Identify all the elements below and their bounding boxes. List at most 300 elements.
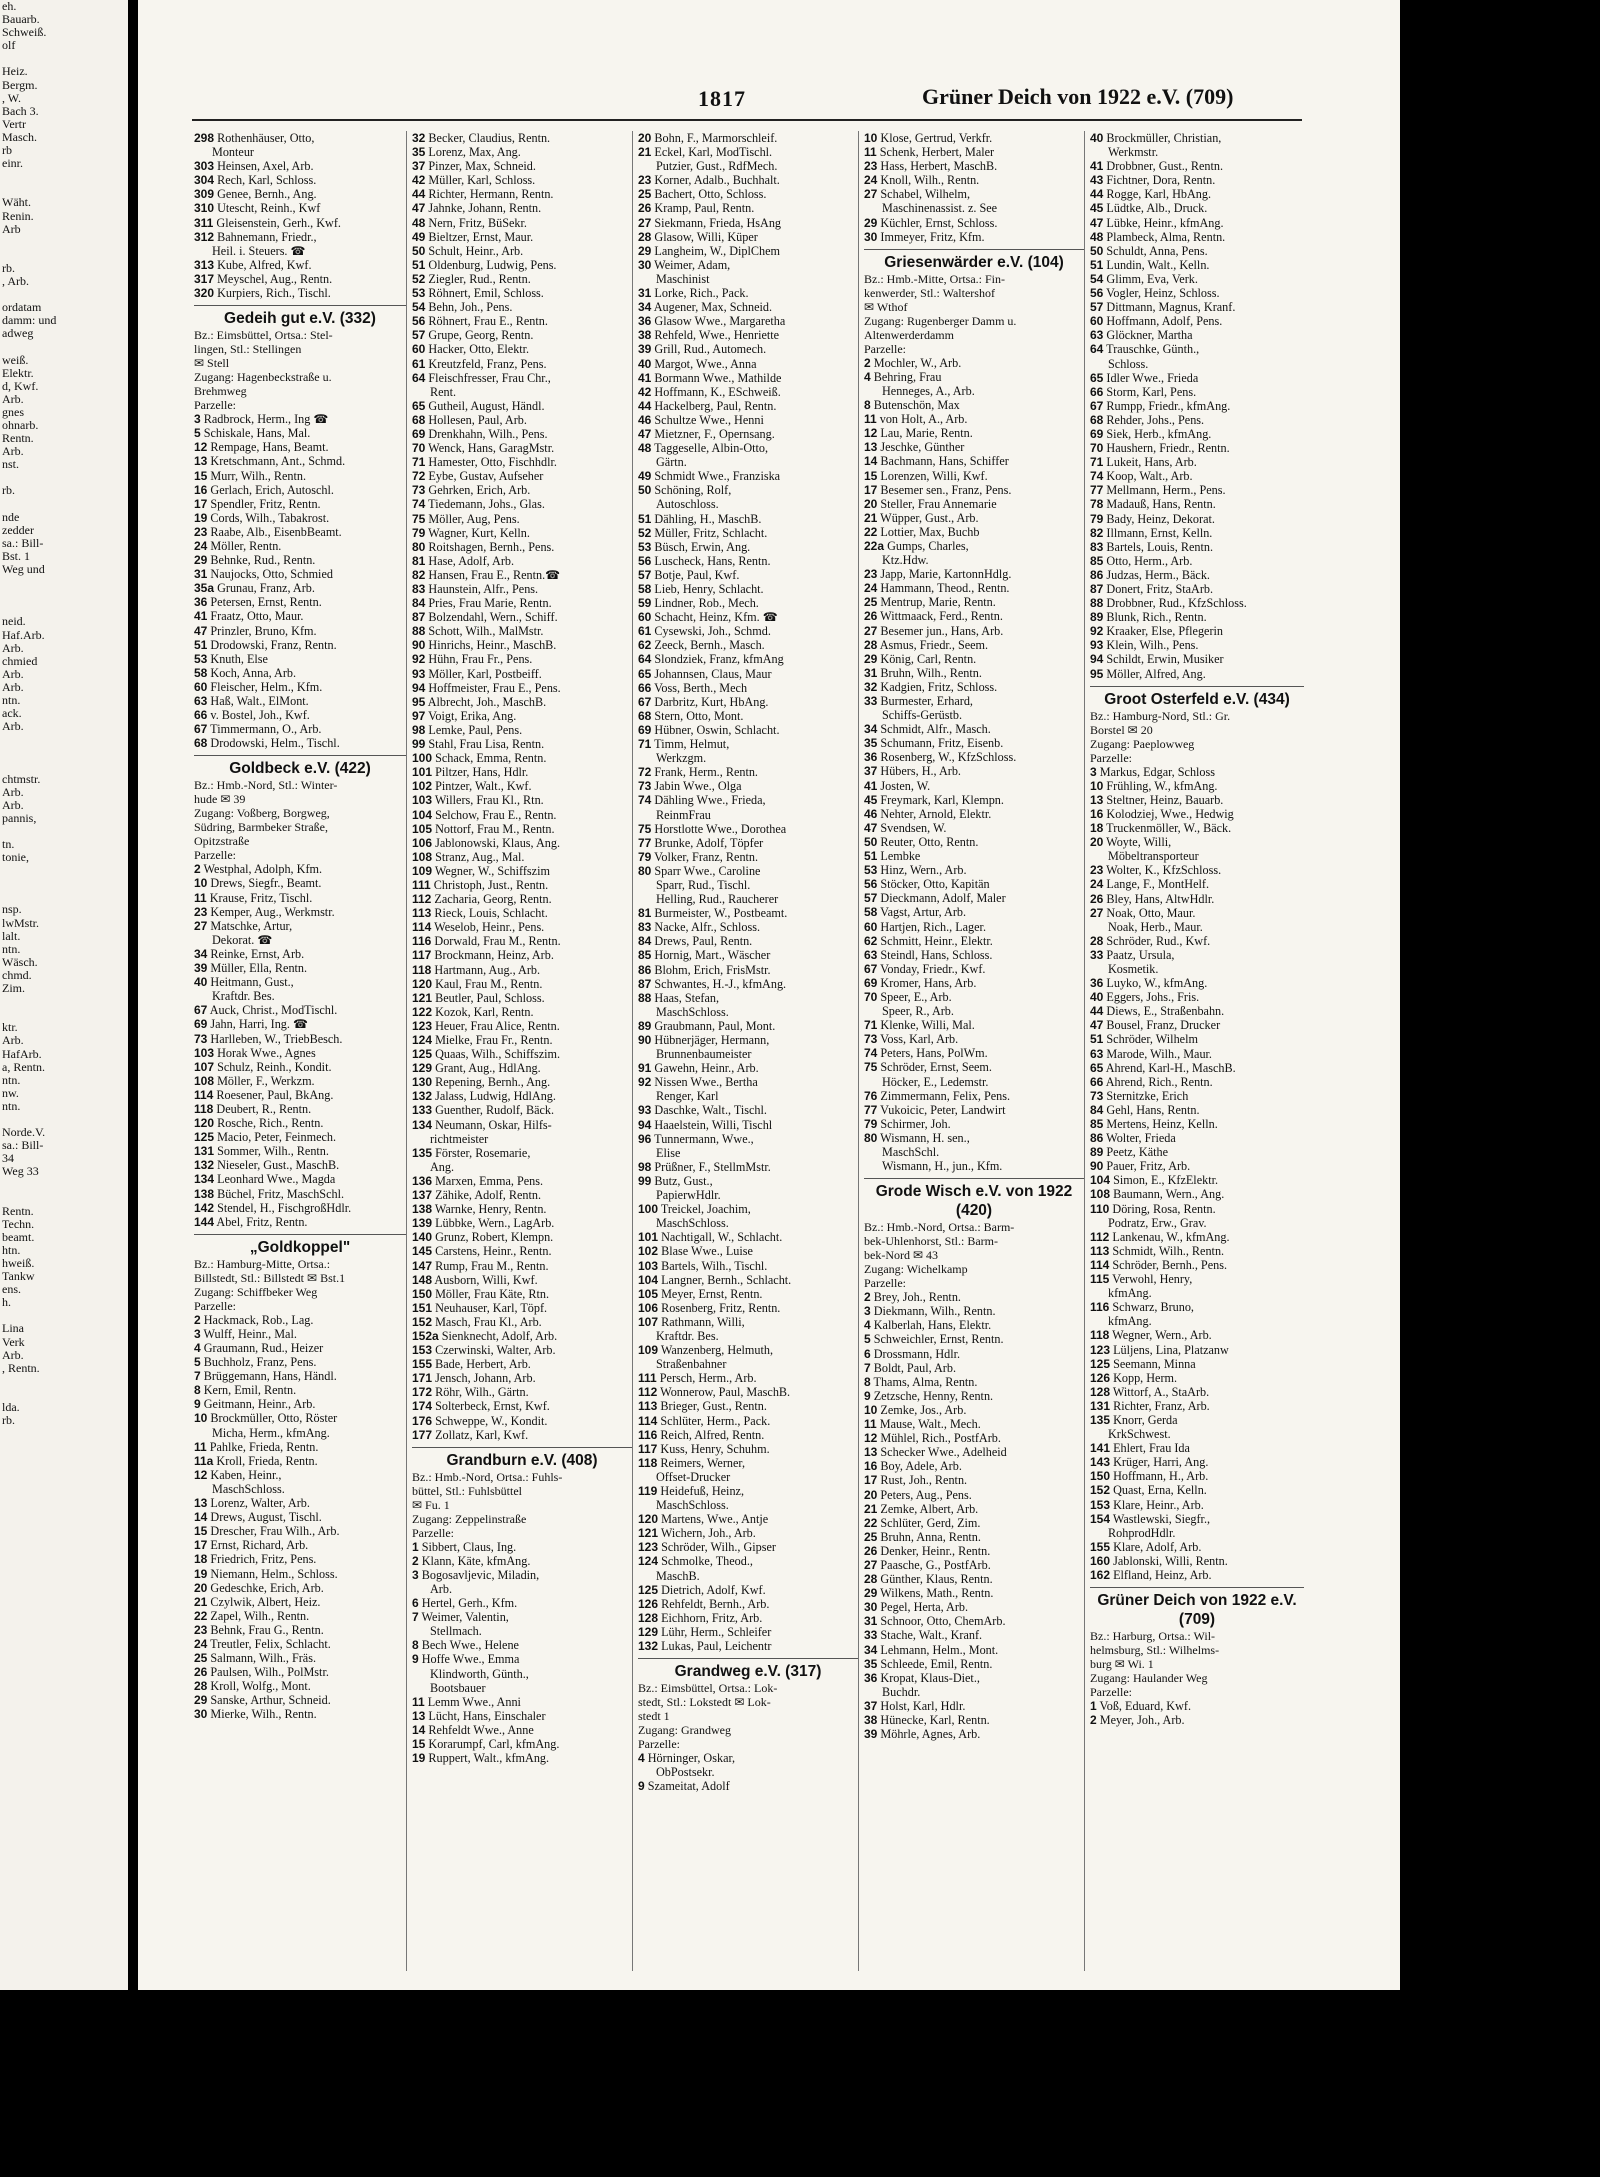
tenant-text: Gawehn, Heinr., Arb. (651, 1061, 759, 1076)
tenant-text: Hacker, Otto, Elektr. (425, 342, 530, 357)
plot-number: 69 (864, 975, 878, 990)
entry-continuation: Höcker, E., Ledemstr. (882, 1074, 989, 1089)
plot-entry (194, 1581, 406, 1595)
plot-number: 33 (864, 694, 878, 708)
tenant-text: Reimers, Werner, (657, 1455, 746, 1470)
plot-entry (638, 357, 858, 371)
tenant-text: Mentrup, Marie, Rentn. (877, 595, 996, 610)
strip-line: Arb. (2, 720, 24, 734)
plot-entry (1090, 1230, 1304, 1244)
plot-entry (638, 554, 858, 568)
association-info: bek-Uhlenhorst, Stl.: Barm- (864, 1234, 998, 1249)
plot-number: 38 (864, 1713, 878, 1727)
tenant-text: Schwarz, Bruno, (1109, 1300, 1194, 1315)
entry-continuation: Henneges, A., Arb. (882, 383, 975, 398)
tenant-text: Noak, Otto, Maur. (1103, 905, 1196, 920)
plot-number: 79 (638, 849, 652, 864)
strip-line (2, 1309, 128, 1322)
plot-number: 4 (638, 1751, 645, 1766)
plot-entry (1090, 1413, 1304, 1427)
plot-number: 69 (412, 426, 426, 441)
plot-entry (412, 624, 632, 638)
plot-entry (864, 1502, 1084, 1516)
tenant-text: Bartels, Wilh., Tischl. (658, 1258, 768, 1273)
tenant-text: Zimmermann, Felix, Pens. (877, 1088, 1011, 1103)
plot-entry (1090, 1173, 1304, 1187)
tenant-text: Koop, Walt., Arb. (1103, 469, 1193, 484)
plot-entry (638, 850, 858, 864)
plot-entry (412, 1033, 632, 1047)
tenant-text: Kreutzfeld, Franz, Pens. (425, 356, 547, 371)
plot-number: 74 (638, 793, 652, 808)
plot-entry (1090, 821, 1304, 835)
plot-entry (194, 947, 406, 961)
plot-number: 31 (864, 665, 878, 680)
plot-number: 25 (864, 1529, 878, 1544)
tenant-text: Schröder, Wilhelm (1103, 1032, 1198, 1047)
plot-entry (864, 483, 1084, 497)
tenant-text: Solterbeck, Ernst, Kwf. (432, 1399, 550, 1414)
tenant-text: Dietrich, Adolf, Kwf. (658, 1582, 766, 1597)
tenant-text: Bieltzer, Ernst, Maur. (425, 229, 534, 244)
plot-entry (638, 709, 858, 723)
strip-line: lwMstr. (2, 916, 40, 930)
tenant-text: Schmolke, Theod., (658, 1554, 753, 1569)
plot-number: 100 (412, 751, 433, 766)
association-heading: Grüner Deich von 1922 e.V. (1090, 1587, 1304, 1610)
tenant-text: Klare, Heinr., Arb. (1110, 1497, 1204, 1512)
plot-number: 19 (194, 1566, 208, 1581)
plot-entry (1090, 230, 1304, 244)
plot-entry (864, 1671, 1084, 1685)
plot-entry (412, 737, 632, 751)
plot-entry (194, 258, 406, 272)
tenant-text: Lottier, Max, Buchb (877, 524, 980, 539)
plot-entry (1090, 441, 1304, 455)
plot-entry (638, 1160, 858, 1174)
strip-line (2, 249, 128, 262)
plot-number: 53 (864, 863, 878, 878)
tenant-text: Günther, Klaus, Rentn. (877, 1572, 993, 1587)
plot-number: 96 (638, 1131, 652, 1146)
tenant-text: Rech, Karl, Schloss. (214, 173, 317, 188)
plot-entry (1090, 1385, 1304, 1399)
plot-entry (1090, 526, 1304, 540)
plot-entry (412, 1568, 632, 1582)
tenant-text: Meyschel, Aug., Rentn. (214, 271, 333, 286)
entry-continuation: ObPostsekr. (656, 1765, 715, 1780)
plot-entry (638, 1343, 858, 1357)
plot-entry (1090, 568, 1304, 582)
tenant-text: Sanske, Arthur, Schneid. (207, 1693, 331, 1708)
plot-entry (194, 272, 406, 286)
plot-entry (194, 1003, 406, 1017)
tenant-text: Dorwald, Frau M., Rentn. (431, 934, 561, 949)
entry-continuation: KrkSchwest. (1108, 1427, 1171, 1442)
tenant-text: Röhr, Wilh., Gärtn. (432, 1385, 529, 1400)
tenant-text: Boldt, Paul, Arb. (870, 1360, 957, 1375)
plot-number: 36 (194, 595, 208, 610)
plot-number: 131 (194, 1144, 215, 1159)
plot-number: 23 (638, 173, 652, 188)
plot-number: 26 (638, 201, 652, 216)
plot-number: 41 (194, 609, 208, 624)
strip-line: tonie, (2, 851, 29, 865)
plot-entry (638, 934, 858, 948)
tenant-text: Steltner, Heinz, Bauarb. (1103, 792, 1224, 807)
plot-number: 116 (1090, 1300, 1110, 1315)
tenant-text: Siek, Herb., kfmAng. (1103, 426, 1212, 441)
tenant-text: Prüßner, F., StellmMstr. (651, 1159, 771, 1174)
plot-entry (864, 1417, 1084, 1431)
plot-number: 79 (864, 1116, 878, 1131)
tenant-text: Hammann, Theod., Rentn. (877, 581, 1010, 596)
tenant-text: Heuer, Frau Alice, Rentn. (432, 1018, 560, 1033)
plot-number: 118 (1090, 1328, 1110, 1343)
tenant-text: Sibbert, Claus, Ing. (418, 1539, 517, 1554)
plot-number: 34 (864, 722, 878, 737)
plot-entry (412, 1019, 632, 1033)
plot-entry (864, 849, 1084, 863)
plot-number: 317 (194, 271, 215, 286)
plot-entry (1090, 1004, 1304, 1018)
tenant-text: Cords, Wilh., Tabakrost. (207, 510, 330, 525)
plot-number: 21 (194, 1594, 208, 1609)
plot-number: 44 (1090, 187, 1104, 202)
plot-entry (864, 976, 1084, 990)
tenant-text: Schweppe, W., Kondit. (432, 1413, 548, 1428)
plot-number: 9 (412, 1652, 419, 1667)
plot-number: 30 (864, 1600, 878, 1615)
plot-number: 132 (412, 1089, 433, 1104)
plot-number: 89 (638, 1018, 652, 1033)
plot-number: 91 (638, 1061, 652, 1076)
plot-number: 15 (194, 468, 208, 483)
tenant-text: Lorenzen, Willi, Kwf. (877, 468, 988, 483)
tenant-text: Voß, Eduard, Kwf. (1096, 1699, 1192, 1714)
association-heading: Griesenwärder e.V. (104) (864, 249, 1084, 272)
plot-entry (1090, 497, 1304, 511)
tenant-text: Korner, Adalb., Buchhalt. (651, 173, 780, 188)
entry-continuation: Schloss. (1108, 356, 1149, 371)
plot-number: 79 (1090, 511, 1104, 526)
tenant-text: Butz, Gust., (651, 1173, 713, 1188)
tenant-text: Lorenz, Walter, Arb. (207, 1496, 310, 1511)
plot-entry (864, 1060, 1084, 1074)
plot-number: 41 (638, 370, 652, 385)
tenant-text: Schack, Emma, Rentn. (432, 751, 547, 766)
tenant-text: Haushern, Friedr., Rentn. (1103, 441, 1230, 456)
plot-entry (412, 1315, 632, 1329)
plot-number: 36 (1090, 976, 1104, 991)
plot-number: 125 (1090, 1356, 1111, 1371)
tenant-text: Büsch, Erwin, Ang. (651, 539, 751, 554)
tenant-text: Daschke, Walt., Tischl. (651, 1103, 767, 1118)
tenant-text: Horstlotte Wwe., Dorothea (651, 821, 787, 836)
plot-number: 136 (412, 1173, 433, 1188)
plot-number: 123 (412, 1018, 433, 1033)
tenant-text: Schweichler, Ernst, Rentn. (870, 1332, 1004, 1347)
tenant-text: Dähling Wwe., Frieda, (651, 793, 766, 808)
plot-number: 31 (638, 286, 652, 301)
association-info: Altenwerderdamm (864, 327, 954, 342)
plot-number: 125 (412, 1047, 433, 1062)
tenant-text: Ernst, Richard, Arb. (207, 1538, 309, 1553)
plot-entry (1090, 1343, 1304, 1357)
plot-entry (864, 1488, 1084, 1502)
entry-continuation: ReinmFrau (656, 807, 711, 822)
strip-line: , W. (2, 91, 22, 105)
tenant-text: Paasche, G., PostfArb. (877, 1557, 991, 1572)
tenant-text: Lembke (877, 849, 921, 864)
association-info: Parzelle: (412, 1525, 454, 1540)
plot-number: 108 (412, 849, 433, 864)
tenant-text: Frank, Herm., Rentn. (651, 765, 758, 780)
plot-number: 81 (638, 906, 652, 921)
plot-number: 14 (194, 1510, 208, 1525)
plot-entry (638, 977, 858, 991)
plot-number: 67 (864, 961, 878, 976)
tenant-text: Dieckmann, Adolf, Maler (877, 891, 1006, 906)
plot-entry (412, 357, 632, 371)
plot-number: 142 (194, 1200, 215, 1215)
association-info: Zugang: Voßberg, Borgweg, (194, 806, 330, 821)
tenant-text: Wolter, K., KfzSchloss. (1103, 863, 1222, 878)
plot-number: 5 (864, 1332, 871, 1347)
plot-number: 121 (412, 990, 433, 1005)
plot-entry (864, 1304, 1084, 1318)
plot-entry (864, 216, 1084, 230)
plot-number: 92 (412, 652, 426, 667)
strip-line: Weg und (2, 563, 45, 577)
strip-line: nst. (2, 458, 20, 472)
plot-entry (864, 1445, 1084, 1459)
plot-entry (412, 187, 632, 201)
tenant-text: Wonnerow, Paul, MaschB. (657, 1385, 791, 1400)
strip-line: Arb (2, 222, 21, 236)
plot-number: 13 (864, 440, 878, 455)
tenant-text: Weimer, Adam, (651, 257, 731, 272)
plot-entry (194, 469, 406, 483)
plot-entry (194, 1665, 406, 1679)
strip-line: d, Kwf. (2, 379, 39, 393)
strip-line: sa.: Bill- (2, 1139, 44, 1153)
tenant-text: Kalberlah, Hans, Elektr. (870, 1318, 992, 1333)
plot-entry (864, 920, 1084, 934)
tenant-text: Volker, Franz, Rentn. (651, 849, 759, 864)
plot-number: 60 (638, 610, 652, 625)
plot-entry (1090, 300, 1304, 314)
plot-number: 23 (864, 159, 878, 174)
plot-entry (864, 1389, 1084, 1403)
tenant-text: Beutler, Paul, Schloss. (432, 990, 545, 1005)
plot-entry (412, 695, 632, 709)
plot-entry (1090, 1441, 1304, 1455)
tenant-text: Carstens, Heinr., Rentn. (432, 1244, 552, 1259)
tenant-text: Czylwik, Albert, Heiz. (207, 1594, 321, 1609)
plot-number: 67 (194, 722, 208, 737)
plot-number: 88 (1090, 596, 1104, 611)
plot-number: 110 (1090, 1201, 1110, 1216)
plot-number: 88 (412, 624, 426, 639)
plot-entry (864, 525, 1084, 539)
tenant-text: Geitmann, Heinr., Arb. (200, 1397, 316, 1412)
association-heading: Groot Osterfeld e.V. (434) (1090, 686, 1304, 709)
tenant-text: Luscheck, Hans, Rentn. (651, 553, 771, 568)
plot-entry (194, 1538, 406, 1552)
strip-line (2, 576, 128, 589)
plot-number: 10 (864, 1402, 878, 1417)
tenant-text: Nern, Fritz, BüSekr. (425, 215, 527, 230)
tenant-text: Richter, Hermann, Rentn. (425, 187, 554, 202)
plot-number: 27 (864, 1557, 878, 1572)
plot-number: 90 (412, 638, 426, 653)
plot-entry (638, 1132, 858, 1146)
tenant-text: Drescher, Frau Wilh., Arb. (207, 1524, 340, 1539)
plot-number: 40 (638, 356, 652, 371)
plot-entry (864, 1614, 1084, 1628)
tenant-text: Vogler, Heinz, Schloss. (1103, 286, 1220, 301)
association-heading: Grandweg e.V. (317) (638, 1658, 858, 1681)
plot-entry (412, 159, 632, 173)
plot-number: 79 (412, 525, 426, 540)
entry-continuation: Rent. (430, 384, 457, 399)
plot-number: 134 (194, 1172, 215, 1187)
plot-number: 82 (1090, 525, 1104, 540)
plot-entry (194, 652, 406, 666)
tenant-text: Schuldt, Anna, Pens. (1103, 243, 1208, 258)
plot-entry (194, 1341, 406, 1355)
plot-entry (638, 314, 858, 328)
plot-entry (864, 1530, 1084, 1544)
plot-entry (1090, 1455, 1304, 1469)
plot-entry (638, 723, 858, 737)
plot-number: 61 (638, 624, 652, 639)
entry-continuation: Noak, Herb., Maur. (1108, 919, 1203, 934)
tenant-text: Rehfeld, Wwe., Henriette (651, 328, 780, 343)
tenant-text: Burmeister, W., Postbeamt. (651, 906, 788, 921)
plot-entry (864, 497, 1084, 511)
plot-entry (1090, 1713, 1304, 1727)
plot-entry (1090, 1075, 1304, 1089)
plot-entry (194, 609, 406, 623)
plot-number: 69 (194, 1017, 208, 1032)
tenant-text: Mierke, Wilh., Rentn. (207, 1707, 317, 1722)
tenant-text: Hoffmann, H., Arb. (1110, 1469, 1209, 1484)
strip-line: rb. (2, 261, 15, 275)
plot-entry (194, 1130, 406, 1144)
plot-entry (864, 1375, 1084, 1389)
tenant-text: Grant, Aug., HdlAng. (432, 1061, 541, 1076)
tenant-text: Rosenberg, W., KfzSchloss. (877, 750, 1017, 765)
plot-entry (412, 1061, 632, 1075)
tenant-text: Büchel, Fritz, MaschSchl. (214, 1186, 345, 1201)
plot-entry (412, 131, 632, 145)
plot-number: 11 (864, 145, 877, 160)
tenant-text: Schultze Wwe., Henni (651, 412, 764, 427)
plot-number: 27 (194, 918, 208, 933)
plot-number: 94 (412, 680, 426, 695)
plot-number: 77 (1090, 483, 1104, 498)
tenant-text: Hollesen, Paul, Arb. (425, 412, 527, 427)
plot-entry (412, 1414, 632, 1428)
plot-number: 141 (1090, 1441, 1111, 1456)
column-2 (410, 131, 633, 1971)
plot-number: 150 (412, 1286, 433, 1301)
tenant-text: Blase Wwe., Luise (658, 1244, 753, 1259)
tenant-text: Mause, Walt., Mech. (876, 1417, 981, 1432)
entry-continuation: kfmAng. (1108, 1286, 1152, 1301)
plot-number: 113 (1090, 1243, 1110, 1258)
plot-number: 21 (864, 510, 878, 525)
plot-number: 13 (412, 1708, 426, 1723)
plot-number: 36 (864, 750, 878, 765)
plot-number: 13 (1090, 792, 1104, 807)
tenant-text: Westphal, Adolph, Kfm. (200, 862, 323, 877)
plot-number: 9 (194, 1397, 201, 1412)
association-info: Zugang: Grandweg (638, 1723, 731, 1738)
plot-number: 102 (638, 1244, 659, 1259)
tenant-text: Wegner, W., Schiffszim (432, 863, 550, 878)
strip-line: ntn. (2, 1073, 21, 1087)
tenant-text: Hase, Adolf, Arb. (425, 553, 515, 568)
strip-line: Bach 3. (2, 104, 39, 118)
plot-number: 95 (412, 694, 426, 709)
plot-entry (864, 1290, 1084, 1304)
tenant-text: Lüljens, Lina, Platzanw (1110, 1342, 1229, 1357)
plot-entry (864, 581, 1084, 595)
tenant-text: Langner, Bernh., Schlacht. (658, 1272, 792, 1287)
plot-number: 138 (194, 1186, 215, 1201)
plot-entry (194, 1383, 406, 1397)
entry-continuation: Straßenbahner (656, 1357, 727, 1372)
plot-number: 50 (864, 834, 878, 849)
association-info: ✉ Wthof (864, 299, 908, 314)
tenant-text: Müller, Karl, Schloss. (425, 173, 536, 188)
tenant-text: Pauer, Fritz, Arb. (1103, 1159, 1191, 1174)
plot-number: 32 (412, 131, 426, 145)
plot-number: 57 (1090, 300, 1104, 315)
book-gutter (128, 0, 138, 1990)
tenant-text: Pintzer, Walt., Kwf. (432, 779, 532, 794)
tenant-text: Hübner, Oswin, Schlacht. (651, 722, 780, 737)
plot-entry (412, 497, 632, 511)
tenant-text: Rehder, Johs., Pens. (1103, 412, 1205, 427)
plot-number: 7 (864, 1360, 871, 1375)
plot-number: 6 (864, 1346, 871, 1361)
plot-entry (638, 1639, 858, 1653)
plot-number: 73 (638, 779, 652, 794)
entry-continuation: MaschSchloss. (212, 1481, 285, 1496)
entry-continuation: Monteur (212, 145, 254, 160)
tenant-text: Augener, Max, Schneid. (651, 300, 773, 315)
plot-entry (412, 1273, 632, 1287)
tenant-text: Fleischfresser, Frau Chr., (425, 370, 551, 385)
strip-line: chmd. (2, 968, 32, 982)
entry-continuation: Sparr, Rud., Tischl. (656, 877, 751, 892)
plot-number: 125 (194, 1130, 215, 1145)
plot-entry (194, 1158, 406, 1172)
entry-continuation: Stellmach. (430, 1624, 482, 1639)
association-info: Bz.: Hmb.-Nord, Ortsa.: Fuhls- (412, 1469, 563, 1484)
tenant-text: Diews, E., Straßenbahn. (1103, 1004, 1225, 1019)
plot-number: 97 (412, 708, 426, 723)
plot-entry (1090, 863, 1304, 877)
entry-continuation: Kraftdr. Bes. (656, 1328, 719, 1343)
plot-number: 50 (412, 243, 426, 258)
plot-number: 94 (638, 1117, 652, 1132)
plot-entry (412, 1554, 632, 1568)
